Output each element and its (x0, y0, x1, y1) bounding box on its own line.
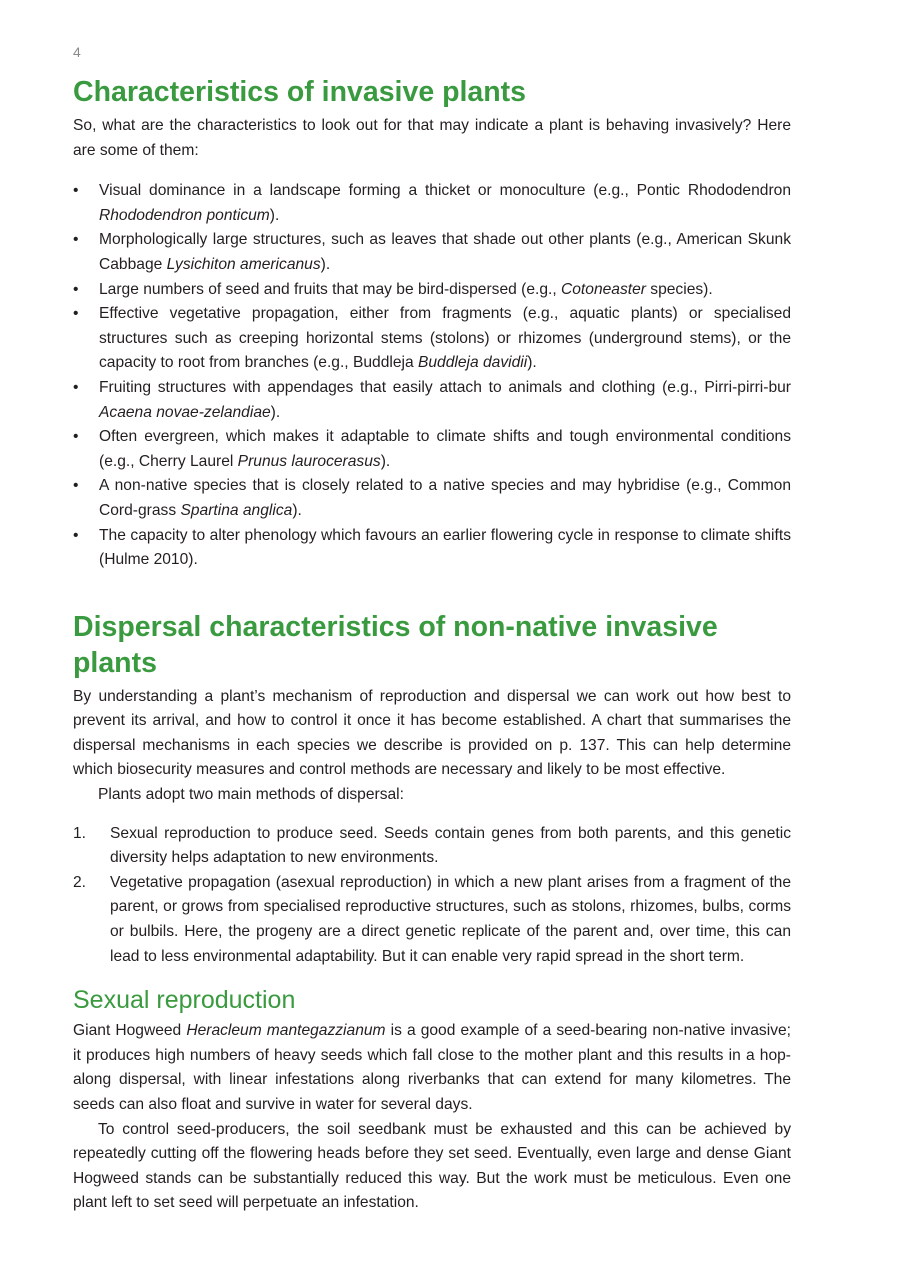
list-item: 2. Vegetative propagation (asexual reproduction) in which a new plant arises from a fragment of the parent, or grows from specialised reproductive structures, such as stolons, rhizomes, bulbs, corms or bulbils. Here, the progeny are a direct genetic replicate of the parent and, over time, this can lead to less environmental adaptability. But it can enable very rapid spread in the short term. (73, 871, 791, 969)
bullet-marker: • (73, 231, 79, 249)
heading-characteristics: Characteristics of invasive plants (73, 76, 527, 108)
list-item: • Fruiting structures with appendages that easily attach to animals and clothing (e.g., Pirri-pirri-bur Acaena novae-zelandiae). (73, 376, 791, 425)
list-item: • A non-native species that is closely related to a native species and may hybridise (e.g., Common Cord-grass Spartina anglica). (73, 474, 791, 523)
intro-paragraph: So, what are the characteristics to look out for that may indicate a plant is behaving invasively? Here are some of them: (73, 117, 791, 159)
bullet-marker: • (73, 280, 79, 298)
page-number: 4 (73, 44, 81, 60)
list-item: • Morphologically large structures, such as leaves that shade out other plants (e.g., American Skunk Cabbage Lysichiton americanus). (73, 228, 791, 277)
bullet-marker: • (73, 305, 79, 323)
bullet-marker: • (73, 526, 79, 544)
bullet-marker: • (73, 182, 79, 200)
dispersal-methods-intro: Plants adopt two main methods of dispersal: (98, 786, 404, 804)
characteristics-list (73, 179, 791, 573)
heading-sexual-reproduction: Sexual reproduction (73, 986, 296, 1015)
dispersal-paragraph: By understanding a plant’s mechanism of reproduction and dispersal we can work out how best to prevent its arrival, and how to control it once it has become established. A chart that summarises the dispersal mechanisms in each species we describe is provided on p. 137. This can help determine which biosecurity measures and control methods are necessary and likely to be most effective. (73, 687, 791, 779)
dispersal-methods-list (73, 822, 791, 970)
list-item: 1. Sexual reproduction to produce seed. Seeds contain genes from both parents, and this genetic diversity helps adaptation to new environments. (73, 822, 791, 871)
list-item: • The capacity to alter phenology which favours an earlier flowering cycle in response to climate shifts (Hulme 2010). (73, 524, 791, 573)
bullet-marker: • (73, 477, 79, 495)
bullet-marker: • (73, 378, 79, 396)
list-item: • Often evergreen, which makes it adaptable to climate shifts and tough environmental conditions (e.g., Cherry Laurel Prunus laurocerasus). (73, 425, 791, 474)
list-item: • Large numbers of seed and fruits that may be bird-dispersed (e.g., Cotoneaster species). (73, 278, 791, 303)
bullet-marker: • (73, 428, 79, 446)
heading-dispersal: Dispersal characteristics of non-native invasive plants (73, 610, 718, 679)
list-number: 2. (73, 873, 87, 891)
control-paragraph: To control seed-producers, the soil seedbank must be exhausted and this can be achieved by repeatedly cutting off the flowering heads before they set seed. Eventually, even large and dense Giant Hogweed stands can be substantially reduced this way. But the work must be meticulous. Even one plant left to set seed will perpetuate an infestation. (73, 1120, 791, 1212)
list-item: • Effective vegetative propagation, either from fragments (e.g., aquatic plants) or specialised structures such as creeping horizontal stems (stolons) or rhizomes (underground stems), or the capacity to root from branches (e.g., Buddleja Buddleja davidii). (73, 302, 791, 376)
list-item: • Visual dominance in a landscape forming a thicket or monoculture (e.g., Pontic Rhododendron Rhododendron ponticum). (73, 179, 791, 228)
hogweed-paragraph: Giant Hogweed Heracleum mantegazzianum is a good example of a seed-bearing non-native invasive; it produces high numbers of heavy seeds which fall close to the mother plant and this results in a hop-along dispersal, with linear infestations along riverbanks that can extend for many kilometres. The seeds can also float and survive in water for several days. (73, 1022, 791, 1113)
document-page (73, 44, 791, 1216)
list-number: 1. (73, 824, 87, 842)
